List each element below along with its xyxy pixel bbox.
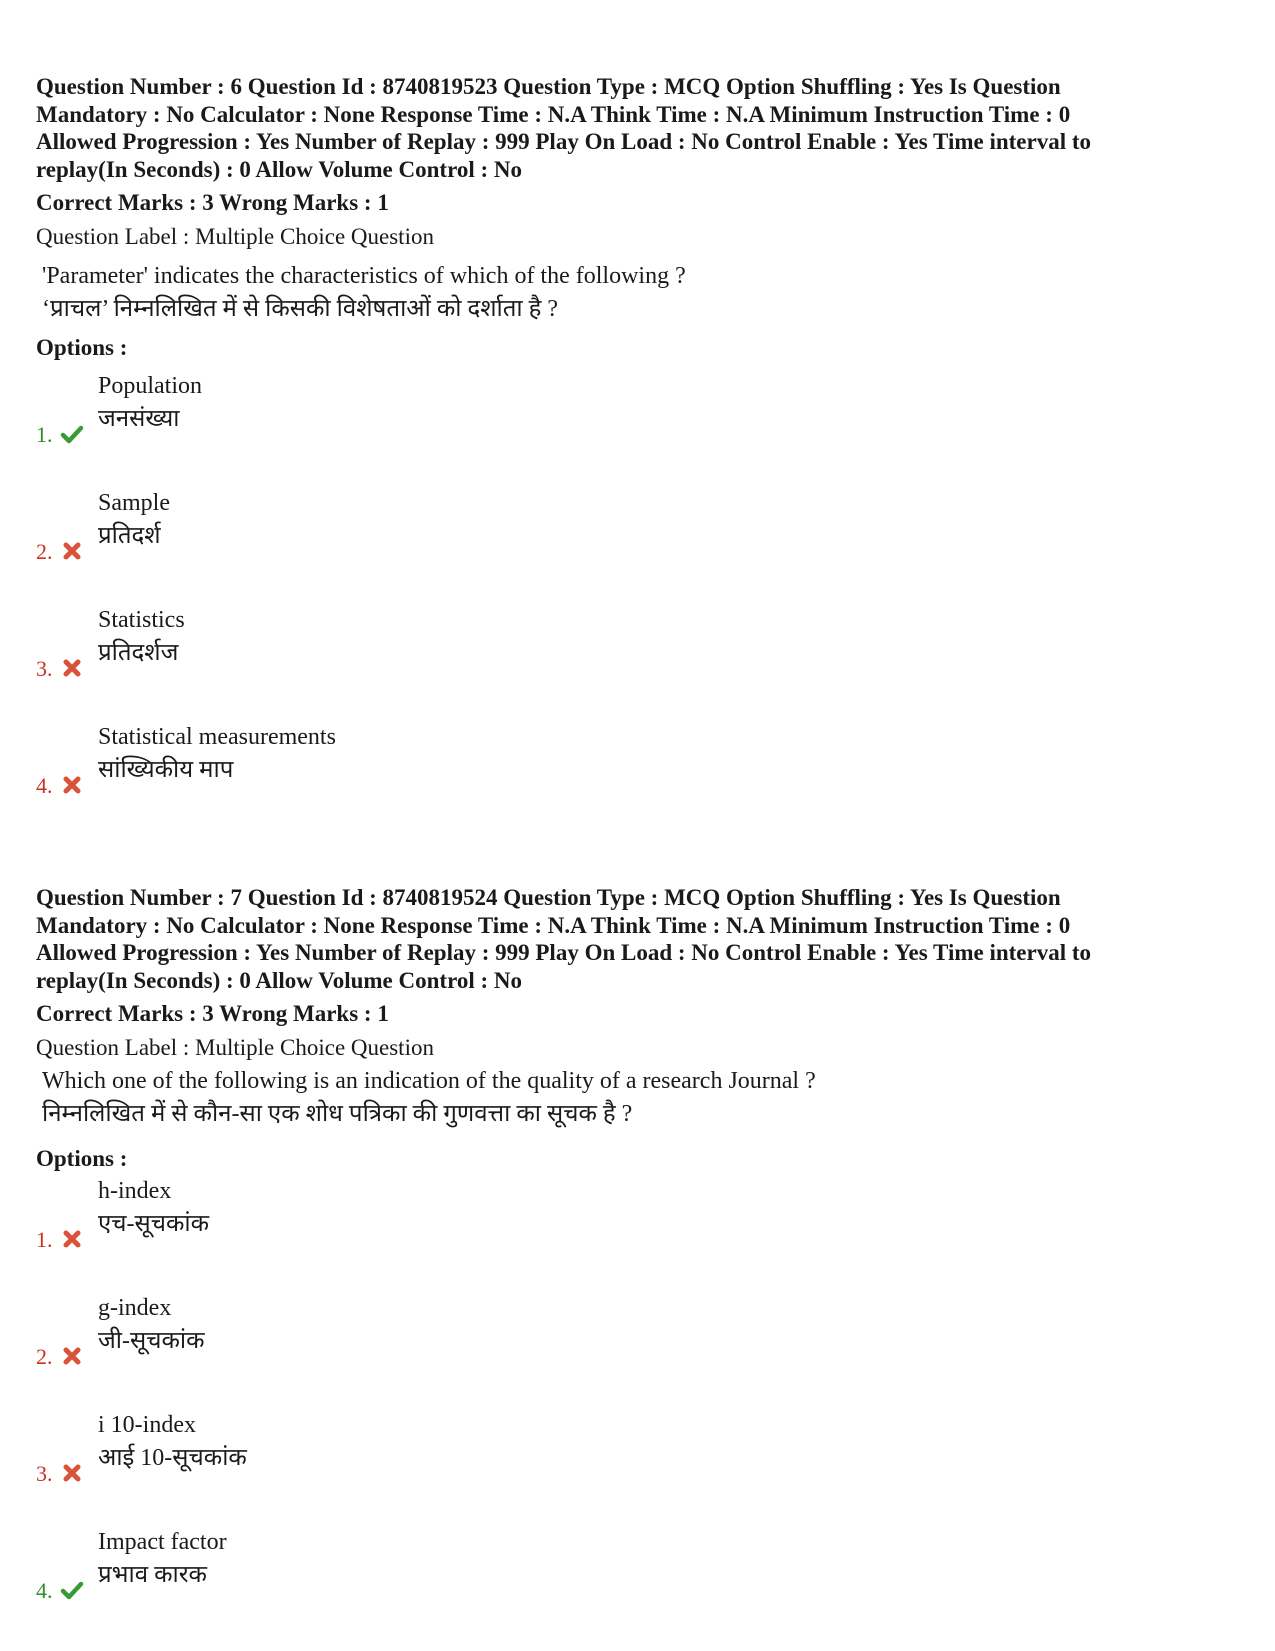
option-text-english: Sample — [98, 490, 170, 516]
option-number: 1. — [36, 1227, 53, 1252]
option-number: 4. — [36, 1578, 53, 1603]
question-label: Question Label : Multiple Choice Question — [36, 224, 434, 249]
option-4 — [36, 1523, 1236, 1640]
check-icon — [60, 1578, 84, 1602]
option-2 — [36, 484, 1236, 601]
question-text — [42, 260, 1236, 326]
question-label: Question Label : Multiple Choice Question — [36, 1035, 434, 1060]
check-icon — [60, 422, 84, 446]
option-text-hindi: सांख्यिकीय माप — [98, 757, 234, 783]
option-2 — [36, 1289, 1236, 1406]
cross-icon — [60, 656, 84, 680]
option-text-hindi: प्रभाव कारक — [98, 1562, 207, 1588]
question-meta: Question Number : 7 Question Id : 8740819524 Question Type : MCQ Option Shuffling : Yes Is Question Mandatory : No Calculator : None Response Time : N.A Think Time : N.A Minimum Instruction Time : 0 Allowed Progression : Yes Number of Replay : 999 Play On Load : No Control Enable : Yes Time interval to replay(In Seconds) : 0 Allow Volume Control : No — [36, 885, 1092, 993]
option-text-hindi: जनसंख्या — [98, 406, 180, 432]
option-text-hindi: प्रतिदर्श — [98, 523, 161, 549]
options-heading: Options : — [36, 335, 128, 360]
option-text-english: h-index — [98, 1178, 172, 1204]
option-text-english: Population — [98, 373, 203, 399]
question-text-hindi: निम्नलिखित में से कौन-सा एक शोध पत्रिका की गुणवत्ता का सूचक है ? — [42, 1101, 633, 1127]
option-text-hindi: जी-सूचकांक — [98, 1328, 205, 1354]
option-number: 3. — [36, 1461, 53, 1486]
question-meta: Question Number : 6 Question Id : 8740819523 Question Type : MCQ Option Shuffling : Yes Is Question Mandatory : No Calculator : None Response Time : N.A Think Time : N.A Minimum Instruction Time : 0 Allowed Progression : Yes Number of Replay : 999 Play On Load : No Control Enable : Yes Time interval to replay(In Seconds) : 0 Allow Volume Control : No — [36, 74, 1092, 182]
option-text-english: Statistics — [98, 607, 185, 633]
option-1 — [36, 367, 1236, 484]
option-text-hindi: आई 10-सूचकांक — [98, 1445, 247, 1471]
cross-icon — [60, 539, 84, 563]
option-4 — [36, 718, 1236, 835]
question-block-6 — [36, 73, 1236, 835]
question-text-english: 'Parameter' indicates the characteristics of which of the following ? — [42, 263, 686, 289]
cross-icon — [60, 1227, 84, 1251]
option-1 — [36, 1172, 1236, 1289]
cross-icon — [60, 773, 84, 797]
question-block-7 — [36, 884, 1236, 1640]
question-text-english: Which one of the following is an indication of the quality of a research Journal ? — [42, 1068, 816, 1094]
question-marks: Correct Marks : 3 Wrong Marks : 1 — [36, 190, 389, 215]
option-number: 1. — [36, 422, 53, 447]
option-text-english: g-index — [98, 1295, 172, 1321]
option-3 — [36, 1406, 1236, 1523]
question-text-hindi: ‘प्राचल’ निम्नलिखित में से किसकी विशेषताओं को दर्शाता है ? — [42, 296, 559, 322]
option-3 — [36, 601, 1236, 718]
option-number: 2. — [36, 1344, 53, 1369]
option-text-english: i 10-index — [98, 1412, 196, 1438]
question-text — [42, 1065, 1236, 1131]
option-text-hindi: प्रतिदर्शज — [98, 640, 179, 666]
option-number: 4. — [36, 773, 53, 798]
cross-icon — [60, 1461, 84, 1485]
options-heading: Options : — [36, 1146, 128, 1171]
cross-icon — [60, 1344, 84, 1368]
option-text-english: Statistical measurements — [98, 724, 336, 750]
option-text-hindi: एच-सूचकांक — [98, 1211, 210, 1237]
question-marks: Correct Marks : 3 Wrong Marks : 1 — [36, 1001, 389, 1026]
option-number: 3. — [36, 656, 53, 681]
option-number: 2. — [36, 539, 53, 564]
option-text-english: Impact factor — [98, 1529, 227, 1555]
